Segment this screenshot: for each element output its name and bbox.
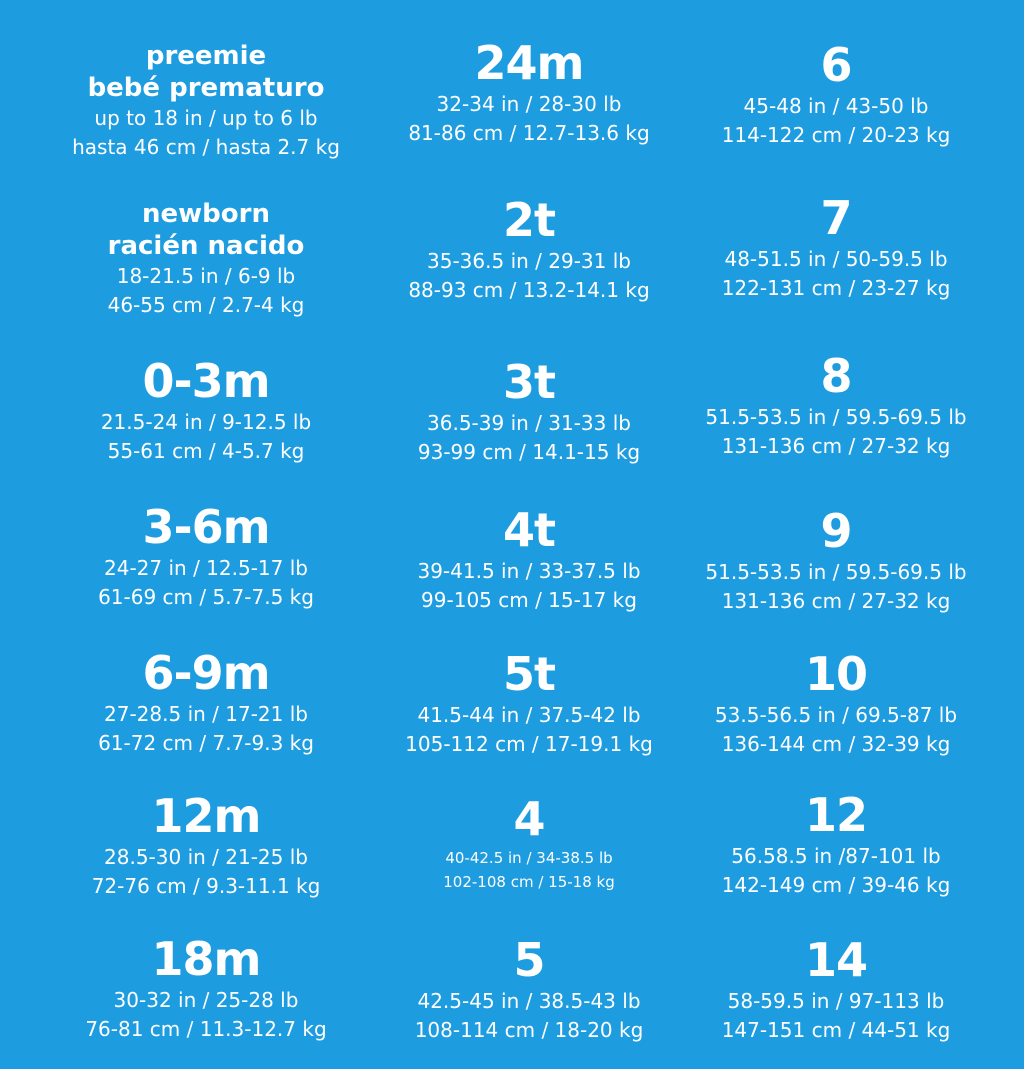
imperial-measurements: 27-28.5 in / 17-21 lb	[104, 702, 308, 726]
size-label: 18m	[151, 932, 261, 986]
size-entry	[36, 646, 376, 758]
imperial-measurements: 32-34 in / 28-30 lb	[436, 92, 622, 116]
imperial-measurements: 21.5-24 in / 9-12.5 lb	[100, 410, 312, 434]
size-entry	[666, 191, 1006, 303]
imperial-measurements: 56.58.5 in /87-101 lb	[731, 844, 941, 868]
imperial-measurements: 35-36.5 in / 29-31 lb	[427, 249, 631, 273]
imperial-measurements: 42.5-45 in / 38.5-43 lb	[417, 989, 641, 1013]
size-entry	[666, 933, 1006, 1045]
size-entry	[666, 504, 1006, 616]
imperial-measurements: 39-41.5 in / 33-37.5 lb	[417, 559, 641, 583]
metric-measurements: 122-131 cm / 23-27 kg	[721, 276, 951, 300]
metric-measurements: 46-55 cm / 2.7-4 kg	[107, 293, 305, 317]
size-entry	[359, 355, 699, 467]
imperial-measurements: 40-42.5 in / 34-38.5 lb	[445, 849, 613, 867]
imperial-measurements: 24-27 in / 12.5-17 lb	[104, 556, 308, 580]
imperial-measurements: 51.5-53.5 in / 59.5-69.5 lb	[705, 560, 967, 584]
size-entry	[359, 647, 699, 759]
metric-measurements: 99-105 cm / 15-17 kg	[421, 588, 637, 612]
size-column-right	[666, 0, 1006, 1069]
metric-measurements: 76-81 cm / 11.3-12.7 kg	[85, 1017, 327, 1041]
imperial-measurements: 51.5-53.5 in / 59.5-69.5 lb	[705, 405, 967, 429]
size-label: 6-9m	[142, 646, 270, 700]
imperial-measurements: up to 18 in / up to 6 lb	[94, 106, 318, 130]
metric-measurements: 105-112 cm / 17-19.1 kg	[405, 732, 653, 756]
size-label: 9	[820, 504, 852, 558]
size-entry	[359, 792, 699, 894]
imperial-measurements: 30-32 in / 25-28 lb	[113, 988, 299, 1012]
size-label: 24m	[474, 36, 584, 90]
size-label: 8	[820, 349, 852, 403]
metric-measurements: 131-136 cm / 27-32 kg	[721, 434, 951, 458]
size-label: 5t	[503, 647, 555, 701]
size-entry	[36, 40, 376, 162]
size-label-spanish: racién nacido	[107, 231, 305, 261]
size-label: 10	[804, 647, 867, 701]
imperial-measurements: 36.5-39 in / 31-33 lb	[427, 411, 631, 435]
size-entry	[359, 503, 699, 615]
metric-measurements: 114-122 cm / 20-23 kg	[721, 123, 951, 147]
size-label: 7	[820, 191, 852, 245]
size-entry	[666, 647, 1006, 759]
size-entry	[359, 36, 699, 148]
size-label-spanish: bebé prematuro	[87, 73, 325, 103]
size-entry	[36, 932, 376, 1044]
imperial-measurements: 53.5-56.5 in / 69.5-87 lb	[714, 703, 958, 727]
size-column-middle	[359, 0, 699, 1069]
imperial-measurements: 58-59.5 in / 97-113 lb	[727, 989, 945, 1013]
metric-measurements: 61-72 cm / 7.7-9.3 kg	[98, 731, 314, 755]
size-entry	[36, 789, 376, 901]
size-entry	[666, 788, 1006, 900]
size-label: 14	[804, 933, 867, 987]
size-label: 5	[513, 933, 545, 987]
size-label: 12	[804, 788, 867, 842]
size-entry	[36, 354, 376, 466]
size-entry	[36, 500, 376, 612]
metric-measurements: 93-99 cm / 14.1-15 kg	[417, 440, 641, 464]
metric-measurements: 81-86 cm / 12.7-13.6 kg	[408, 121, 650, 145]
size-label: 3-6m	[142, 500, 270, 554]
imperial-measurements: 45-48 in / 43-50 lb	[743, 94, 929, 118]
metric-measurements: 147-151 cm / 44-51 kg	[721, 1018, 951, 1042]
size-label: newborn	[142, 199, 270, 229]
imperial-measurements: 28.5-30 in / 21-25 lb	[104, 845, 308, 869]
size-entry	[359, 933, 699, 1045]
size-label: 4t	[503, 503, 555, 557]
metric-measurements: 88-93 cm / 13.2-14.1 kg	[408, 278, 650, 302]
size-entry	[359, 193, 699, 305]
size-entry	[666, 38, 1006, 150]
size-entry	[666, 349, 1006, 461]
metric-measurements: 55-61 cm / 4-5.7 kg	[107, 439, 305, 463]
metric-measurements: 142-149 cm / 39-46 kg	[721, 873, 951, 897]
metric-measurements: 102-108 cm / 15-18 kg	[443, 873, 615, 891]
imperial-measurements: 48-51.5 in / 50-59.5 lb	[724, 247, 948, 271]
metric-measurements: hasta 46 cm / hasta 2.7 kg	[72, 135, 340, 159]
size-label: 3t	[503, 355, 555, 409]
metric-measurements: 72-76 cm / 9.3-11.1 kg	[91, 874, 321, 898]
imperial-measurements: 18-21.5 in / 6-9 lb	[116, 264, 296, 288]
size-label: 2t	[503, 193, 555, 247]
size-entry	[36, 198, 376, 320]
size-label: 6	[820, 38, 852, 92]
size-label: 12m	[151, 789, 261, 843]
metric-measurements: 61-69 cm / 5.7-7.5 kg	[98, 585, 314, 609]
imperial-measurements: 41.5-44 in / 37.5-42 lb	[417, 703, 641, 727]
size-label: 4	[513, 792, 545, 846]
metric-measurements: 136-144 cm / 32-39 kg	[721, 732, 951, 756]
size-label: 0-3m	[142, 354, 270, 408]
size-label: preemie	[145, 41, 267, 71]
metric-measurements: 108-114 cm / 18-20 kg	[414, 1018, 644, 1042]
size-column-left	[36, 0, 376, 1069]
metric-measurements: 131-136 cm / 27-32 kg	[721, 589, 951, 613]
